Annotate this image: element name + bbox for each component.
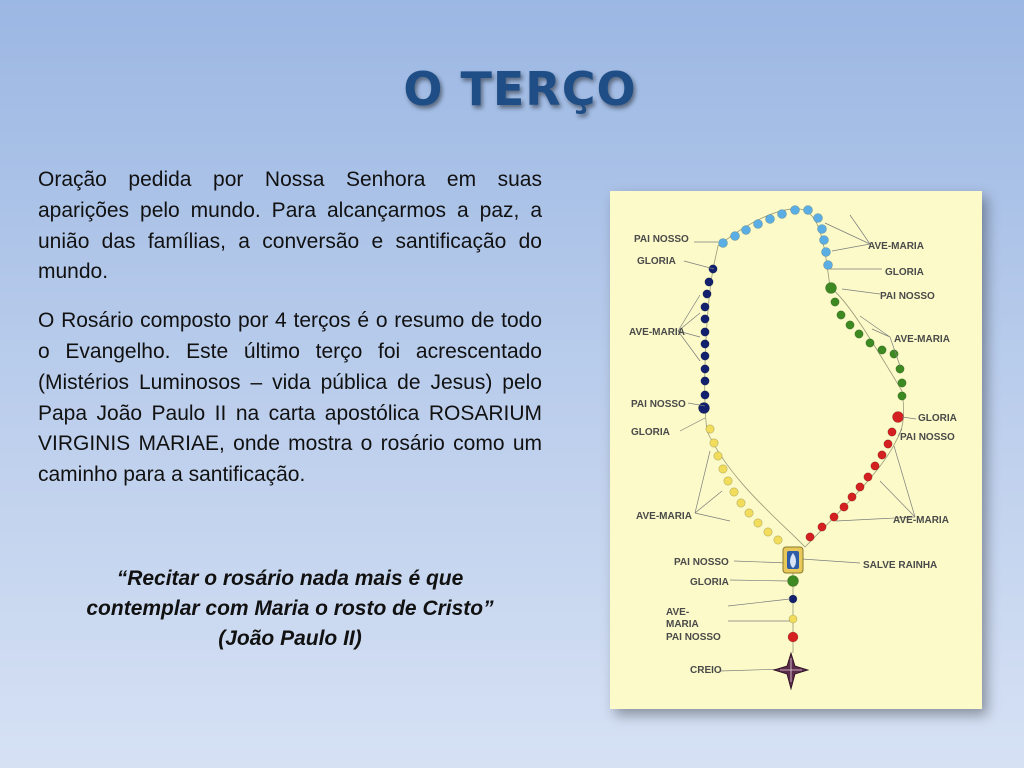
bead-ave-maria-light-blue bbox=[742, 226, 751, 235]
bead-ave-maria-green bbox=[898, 379, 906, 387]
bead-ave-maria-red bbox=[806, 533, 814, 541]
bead-ave-maria-green bbox=[878, 346, 886, 354]
bead-ave-maria-yellow bbox=[710, 439, 718, 447]
quote-line-2: contemplar com Maria o rosto de Cristo” bbox=[86, 597, 494, 620]
label-ave-maria-top-right: AVE-MARIA bbox=[868, 241, 924, 252]
bead-ave-maria-navy bbox=[701, 303, 709, 311]
bead-pai-nosso-red bbox=[893, 412, 904, 423]
bead-ave-maria-yellow bbox=[745, 509, 753, 517]
bead-ave-maria-red bbox=[840, 503, 848, 511]
quote-author: (João Paulo II) bbox=[218, 627, 362, 650]
intro-paragraph: Oração pedida por Nossa Senhora em suas aparições pelo mundo. Para alcançarmos a paz, a união das famílias, a conversão e santificação do mundo. bbox=[38, 168, 542, 284]
bead-ave-maria-yellow bbox=[754, 519, 762, 527]
bead-ave-maria-green bbox=[898, 392, 906, 400]
bead-ave-maria-light-blue bbox=[820, 236, 829, 245]
bead-ave-maria-yellow bbox=[714, 452, 722, 460]
label-ave-maria-low-right: AVE-MARIA bbox=[893, 515, 949, 526]
rosary-beads bbox=[699, 206, 907, 654]
label-pai-nosso-mid-right: PAI NOSSO bbox=[900, 432, 955, 443]
bead-ave-maria-green bbox=[866, 339, 874, 347]
bead-ave-maria-yellow bbox=[724, 477, 732, 485]
crucifix-icon bbox=[774, 653, 808, 689]
bead-ave-maria-red bbox=[871, 462, 879, 470]
label-creio: CREIO bbox=[690, 665, 722, 676]
label-gloria-top-right: GLORIA bbox=[885, 267, 924, 278]
label-pai-nosso-pendant-2: PAI NOSSO bbox=[666, 632, 721, 643]
rosary-chain bbox=[705, 209, 904, 653]
label-gloria-mid-right: GLORIA bbox=[918, 413, 957, 424]
bead-ave-maria-red bbox=[864, 473, 872, 481]
bead-ave-maria-yellow bbox=[719, 465, 727, 473]
label-gloria-top-left: GLORIA bbox=[637, 256, 676, 267]
bead-ave-maria-red bbox=[818, 523, 826, 531]
bead-ave-maria-yellow bbox=[706, 425, 714, 433]
slide-title: O TERÇO bbox=[403, 62, 637, 116]
bead-ave-maria-navy bbox=[701, 352, 709, 360]
bead-pendant-ave-maria bbox=[789, 595, 797, 603]
bead-ave-maria-green bbox=[831, 298, 839, 306]
bead-ave-maria-light-blue bbox=[766, 215, 775, 224]
bead-ave-maria-navy bbox=[701, 328, 709, 336]
bead-ave-maria-yellow bbox=[774, 536, 782, 544]
bead-ave-maria-navy bbox=[701, 340, 709, 348]
bead-ave-maria-light-blue bbox=[719, 239, 728, 248]
bead-ave-maria-green bbox=[855, 330, 863, 338]
bead-ave-maria-light-blue bbox=[818, 225, 827, 234]
bead-ave-maria-light-blue bbox=[814, 214, 823, 223]
bead-ave-maria-navy bbox=[701, 391, 709, 399]
bead-pendant-ave-maria bbox=[789, 615, 797, 623]
bead-ave-maria-yellow bbox=[730, 488, 738, 496]
bead-ave-maria-yellow bbox=[737, 499, 745, 507]
bead-ave-maria-red bbox=[830, 513, 838, 521]
bead-ave-maria-light-blue bbox=[754, 220, 763, 229]
bead-ave-maria-green bbox=[846, 321, 854, 329]
bead-ave-maria-light-blue bbox=[731, 232, 740, 241]
bead-ave-maria-red bbox=[848, 493, 856, 501]
label-ave-pendant: AVE- bbox=[666, 607, 690, 618]
bead-ave-maria-light-blue bbox=[824, 261, 833, 270]
bead-ave-maria-red bbox=[856, 483, 864, 491]
rosary-svg bbox=[610, 191, 982, 709]
mary-medal-icon bbox=[783, 547, 803, 573]
label-pai-nosso-top-right: PAI NOSSO bbox=[880, 291, 935, 302]
bead-pai-nosso-green bbox=[826, 283, 837, 294]
bead-ave-maria-navy bbox=[703, 290, 711, 298]
label-ave-maria-left: AVE-MARIA bbox=[629, 327, 685, 338]
bead-ave-maria-red bbox=[884, 440, 892, 448]
label-pai-nosso-top-left: PAI NOSSO bbox=[634, 234, 689, 245]
bead-ave-maria-navy bbox=[701, 315, 709, 323]
bead-pendant-pai-nosso bbox=[788, 632, 798, 642]
body-text bbox=[38, 165, 542, 509]
bead-ave-maria-red bbox=[888, 428, 896, 436]
bead-ave-maria-green bbox=[837, 311, 845, 319]
label-pai-nosso-mid-left: PAI NOSSO bbox=[631, 399, 686, 410]
bead-ave-maria-navy bbox=[705, 278, 713, 286]
quote-line-1: “Recitar o rosário nada mais é que bbox=[116, 567, 464, 590]
bead-ave-maria-light-blue bbox=[778, 210, 787, 219]
quote bbox=[38, 564, 542, 654]
bead-ave-maria-green bbox=[896, 365, 904, 373]
bead-ave-maria-light-blue bbox=[791, 206, 800, 215]
bead-pendant-gloria bbox=[788, 576, 799, 587]
bead-ave-maria-light-blue bbox=[822, 248, 831, 257]
label-maria-pendant: MARIA bbox=[666, 619, 699, 630]
rosary-diagram bbox=[610, 191, 982, 709]
label-ave-maria-low-left: AVE-MARIA bbox=[636, 511, 692, 522]
label-salve-rainha: SALVE RAINHA bbox=[863, 560, 938, 571]
bead-ave-maria-yellow bbox=[764, 528, 772, 536]
label-gloria-pendant: GLORIA bbox=[690, 577, 729, 588]
label-ave-maria-mid-right: AVE-MARIA bbox=[894, 334, 950, 345]
bead-pai-nosso-navy bbox=[699, 403, 710, 414]
bead-ave-maria-red bbox=[878, 451, 886, 459]
label-pai-nosso-pendant: PAI NOSSO bbox=[674, 557, 729, 568]
label-gloria-mid-left: GLORIA bbox=[631, 427, 670, 438]
bead-ave-maria-light-blue bbox=[804, 206, 813, 215]
rosary-paragraph: O Rosário composto por 4 terços é o resumo de todo o Evangelho. Este último terço foi acrescentado (Mistérios Luminosos – vida pública de Jesus) pelo Papa João Paulo II na carta apostólica ROSARIUM VIRGINIS MARIAE, onde mostra o rosário como um caminho para a santificação. bbox=[38, 309, 542, 487]
bead-ave-maria-navy bbox=[701, 365, 709, 373]
bead-ave-maria-navy bbox=[701, 377, 709, 385]
